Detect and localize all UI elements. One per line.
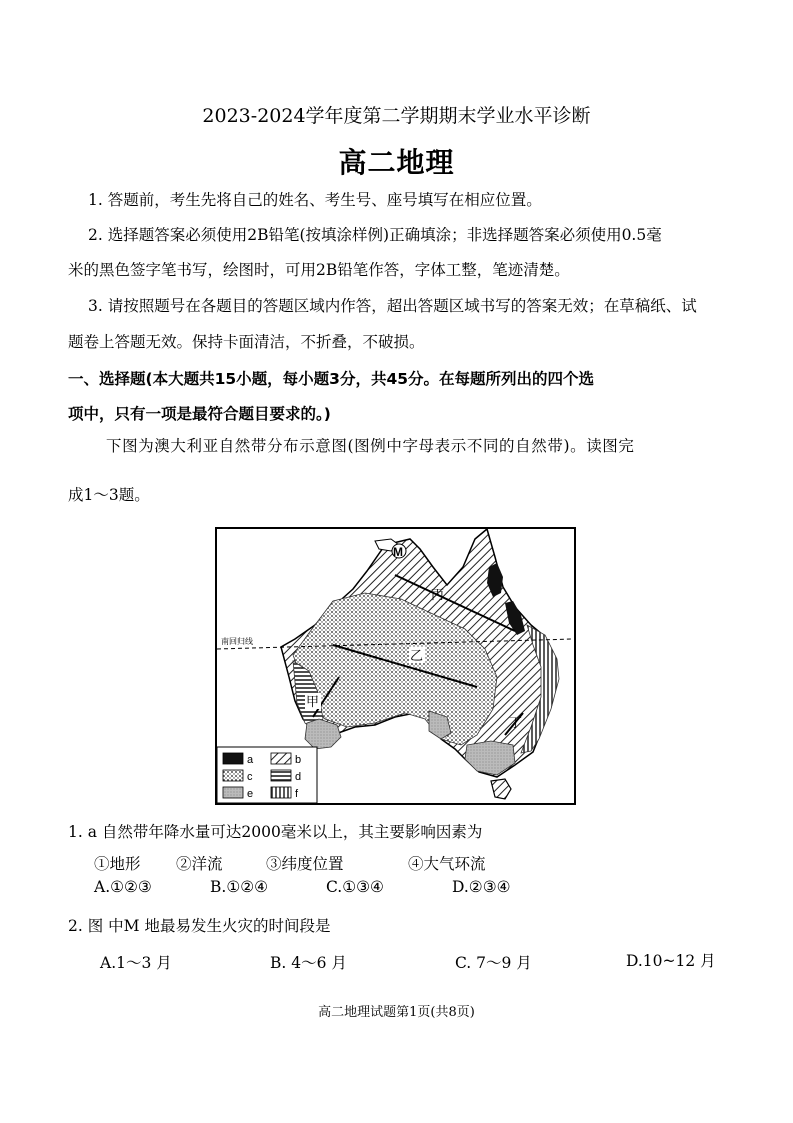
instruction-1: 1. 答题前，考生先将自己的姓名、考生号、座号填写在相应位置。 [88, 191, 542, 209]
label-m: M [393, 545, 403, 559]
label-tropic: 南回归线 [221, 637, 253, 646]
exam-title: 2023-2024学年度第二学期期末学业水平诊断 [202, 105, 591, 127]
legend-c: c [247, 771, 253, 783]
section-heading: 一、选择题(本大题共15小题，每小题3分，共45分。在每题所列出的四个选 [68, 370, 595, 388]
question-intro-cont: 成1～3题。 [68, 486, 150, 504]
instruction-2: 2. 选择题答案必须使用2B铅笔(按填涂样例)正确填涂；非选择题答案必须使用0.5毫 [88, 226, 662, 244]
legend-d: d [295, 771, 302, 783]
legend-b: b [295, 754, 302, 766]
australia-natural-zone-map [215, 527, 576, 805]
factor-2: ②洋流 [176, 855, 223, 873]
page-footer: 高二地理试题第1页(共8页) [318, 1005, 475, 1020]
legend-e: e [247, 788, 254, 800]
question-1-stem: 1. a 自然带年降水量可达2000毫米以上，其主要影响因素为 [68, 823, 483, 841]
q2-option-a[interactable]: A.1～3 月 [100, 954, 172, 972]
q1-option-d[interactable]: D.②③④ [452, 878, 511, 896]
q1-option-c[interactable]: C.①③④ [326, 878, 384, 896]
label-yi: 乙 [410, 649, 424, 664]
q2-option-c[interactable]: C. 7～9 月 [455, 954, 532, 972]
label-ding: 丁 [509, 716, 523, 731]
section-heading-cont: 项中，只有一项是最符合题目要求的。) [68, 405, 331, 423]
question-intro: 下图为澳大利亚自然带分布示意图(图例中字母表示不同的自然带)。读图完 [106, 437, 635, 455]
subject-title: 高二地理 [338, 146, 455, 179]
legend-a: a [247, 754, 254, 766]
instruction-2-cont: 米的黑色签字笔书写，绘图时，可用2B铅笔作答，字体工整，笔迹清楚。 [68, 261, 570, 279]
q2-option-d[interactable]: D.10~12 月 [626, 952, 716, 970]
instruction-3: 3. 请按照题号在各题目的答题区域内作答，超出答题区域书写的答案无效；在草稿纸、试 [88, 297, 697, 315]
factor-4: ④大气环流 [408, 855, 486, 873]
q1-option-b[interactable]: B.①②④ [210, 878, 269, 896]
legend-f: f [295, 788, 299, 800]
label-jia: 甲 [306, 695, 320, 710]
q1-option-a[interactable]: A.①②③ [94, 878, 152, 896]
label-bing: 丙 [431, 588, 445, 603]
instruction-3-cont: 题卷上答题无效。保持卡面清洁，不折叠，不破损。 [68, 333, 425, 351]
factor-3: ③纬度位置 [266, 855, 344, 873]
q2-option-b[interactable]: B. 4～6 月 [270, 954, 347, 972]
factor-1: ①地形 [94, 855, 141, 873]
question-2-stem: 2. 图 中M 地最易发生火灾的时间段是 [68, 917, 331, 935]
